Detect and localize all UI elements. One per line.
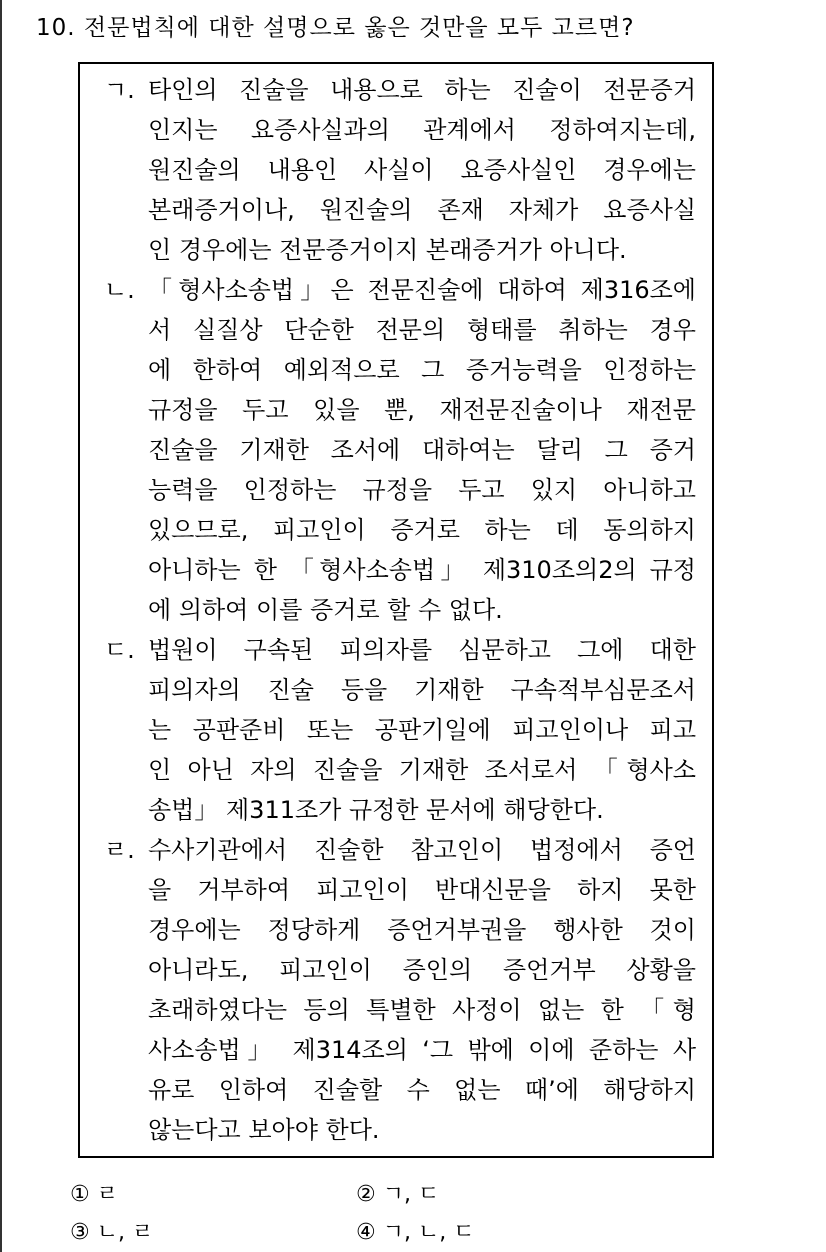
statement-line: 에 의하여 이를 증거로 할 수 없다. (148, 596, 503, 624)
option-number: ③ (70, 1220, 90, 1245)
statement-line: 피의자의 진술 등을 기재한 구속적부심문조서 (148, 676, 696, 704)
answer-option-1[interactable] (70, 1180, 118, 1210)
statement-line: 을 거부하여 피고인이 반대신문을 하지 못한 (148, 876, 696, 904)
statement-line: 능력을 인정하는 규정을 두고 있지 아니하고 (148, 476, 696, 504)
statement-marker: ㄴ. (104, 276, 135, 304)
statement-line: 본래증거이나, 원진술의 존재 자체가 요증사실 (148, 196, 696, 224)
page-left-border (0, 0, 2, 1252)
statement-marker: ㄱ. (104, 76, 135, 104)
statement-line: 수사기관에서 진술한 참고인이 법정에서 증언 (148, 836, 696, 864)
statement-line: 송법」 제311조가 규정한 문서에 해당한다. (148, 796, 604, 824)
option-text: ㄱ, ㄷ (382, 1182, 440, 1207)
statement-line: 규정을 두고 있을 뿐, 재전문진술이나 재전문 (148, 396, 696, 424)
statement-line: 타인의 진술을 내용으로 하는 진술이 전문증거 (148, 76, 696, 104)
statement-line: 인지는 요증사실과의 관계에서 정하여지는데, (148, 116, 696, 144)
statement-line: 경우에는 정당하게 증언거부권을 행사한 것이 (148, 916, 696, 944)
statement-marker: ㄹ. (104, 836, 135, 864)
statement-line: 있으므로, 피고인이 증거로 하는 데 동의하지 (148, 516, 696, 544)
option-number: ② (356, 1182, 376, 1207)
answer-option-3[interactable] (70, 1218, 153, 1248)
option-number: ① (70, 1182, 90, 1207)
statement-line: 인 아닌 자의 진술을 기재한 조서로서 「형사소 (148, 756, 696, 784)
statement-line: 않는다고 보아야 한다. (148, 1116, 380, 1144)
statement-line: 에 한하여 예외적으로 그 증거능력을 인정하는 (148, 356, 696, 384)
answer-option-2[interactable] (356, 1180, 439, 1210)
question-number: 10. (36, 15, 76, 41)
option-number: ④ (356, 1220, 376, 1245)
statement-line: 사소송법」 제314조의 ‘그 밖에 이에 준하는 사 (148, 1036, 696, 1064)
statement-line: 원진술의 내용인 사실이 요증사실인 경우에는 (148, 156, 696, 184)
answer-option-4[interactable] (356, 1218, 474, 1248)
statement-line: 진술을 기재한 조서에 대하여는 달리 그 증거 (148, 436, 696, 464)
statement-line: 아니라도, 피고인이 증인의 증언거부 상황을 (148, 956, 696, 984)
statement-line: 「형사소송법」은 전문진술에 대하여 제316조에 (148, 276, 696, 304)
option-text: ㄴ, ㄹ (96, 1220, 154, 1245)
statement-line: 아니하는 한 「형사소송법」 제310조의2의 규정 (148, 556, 696, 584)
statement-line: 는 공판준비 또는 공판기일에 피고인이나 피고 (148, 716, 696, 744)
statement-line: 법원이 구속된 피의자를 심문하고 그에 대한 (148, 636, 696, 664)
statement-line: 유로 인하여 진술할 수 없는 때’에 해당하지 (148, 1076, 696, 1104)
statement-line: 초래하였다는 등의 특별한 사정이 없는 한 「형 (148, 996, 696, 1024)
option-text: ㄹ (96, 1182, 118, 1207)
option-text: ㄱ, ㄴ, ㄷ (382, 1220, 475, 1245)
statement-line: 인 경우에는 전문증거이지 본래증거가 아니다. (148, 236, 627, 264)
statement-marker: ㄷ. (104, 636, 135, 664)
statement-line: 서 실질상 단순한 전문의 형태를 취하는 경우 (148, 316, 696, 344)
question-text: 전문법칙에 대한 설명으로 옳은 것만을 모두 고르면? (83, 15, 635, 41)
question-stem (36, 12, 816, 44)
